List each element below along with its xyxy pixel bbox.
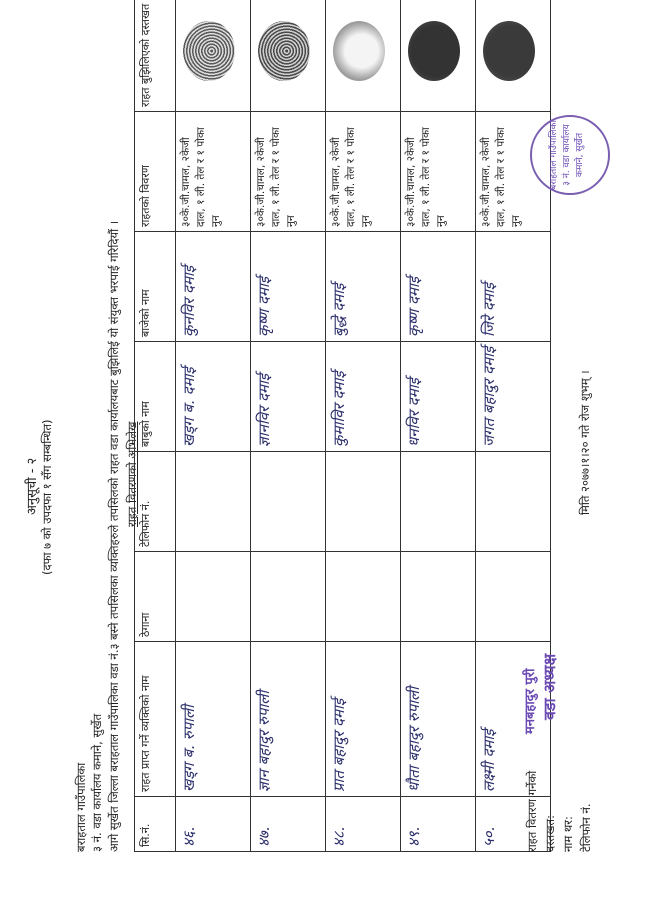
thumbprint [258, 22, 310, 82]
cell-sn: ४७. [251, 797, 326, 852]
cell-relief: ३०के.जी.चामल, २केजी दाल, १ ली. तेल र १ पोका नुन [326, 112, 401, 232]
cell-signature [251, 0, 326, 112]
col-header-name: राहत प्राप्त गर्ने व्यक्तिको नाम [135, 642, 176, 797]
col-header-relief: राहतको विवरण [135, 112, 176, 232]
relief-table [134, 0, 551, 852]
document-title: अनुसूची - २ [25, 457, 40, 515]
cell-address [476, 552, 551, 642]
cell-relief: ३०के.जी.चामल, २केजी दाल, १ ली. तेल र १ पोका नुन [251, 112, 326, 232]
cell-grandfather: कृष्ण दमाई [251, 232, 326, 342]
cell-father: जगत बहादुर दमाई [476, 342, 551, 452]
table-header-row [135, 0, 176, 852]
cell-name: लक्ष्मी दमाई [476, 642, 551, 797]
cell-phone [251, 452, 326, 552]
seal-text: बराहताल गाउँपालिका ३ नं. वडा कार्यालय कमाने, सुर्खेत [549, 120, 585, 190]
cell-relief: ३०के.जी.चामल, २केजी दाल, १ ली. तेल र १ पोका नुन [401, 112, 476, 232]
cell-sn: ५०. [476, 797, 551, 852]
signature-name-stamp: मनबहादुर पुरी [523, 668, 538, 734]
cell-relief: ३०के.जी.चामल, २केजी दाल, १ ली. तेल र १ पोका नुन [476, 112, 551, 232]
table-subtitle: राहत वितरणको अभिलेख [125, 421, 139, 527]
cell-sn: ४९. [401, 797, 476, 852]
cell-name: ज्ञान बहादुर रुपाली [251, 642, 326, 797]
cell-grandfather: कृष्ण दमाई [401, 232, 476, 342]
document-subtitle: (दफा ७ को उपदफा १ सँग सम्बन्धित) [40, 419, 54, 575]
cell-phone [401, 452, 476, 552]
col-header-sn: सि.नं. [135, 797, 176, 852]
thumbprint [333, 22, 385, 82]
footer-name-label: नाम थर: [561, 816, 575, 852]
signature-role-stamp: वडा अध्यक्ष [540, 653, 559, 720]
cell-signature [401, 0, 476, 112]
cell-signature [476, 0, 551, 112]
office-name: बराहताल गाउँपालिका [74, 762, 88, 852]
table-row [251, 0, 326, 852]
table-row [401, 0, 476, 852]
cell-name: धौता बहादुर रुपाली [401, 642, 476, 797]
office-address: ३ नं. वडा कार्यालय कमाने, सुर्खेत [90, 713, 104, 852]
cell-address [251, 552, 326, 642]
office-seal [530, 115, 610, 195]
office-statement: आगे सुर्खेत जिल्ला बराहताल गाउँपालिका वडा नं.३ बस्ने तपसिलका व्यक्तिहरुले तपसिलको राहत वडा कार्यालयबाट बुझिलिई यो संयुक्त भरपाई गरिदियौं । [107, 220, 121, 852]
thumbprint [483, 22, 535, 82]
cell-phone [176, 452, 251, 552]
cell-address [176, 552, 251, 642]
document-date: मिति २०७७।१।२० गते रोज शुभम् । [578, 370, 592, 515]
col-header-grandfather: बाजेको नाम [135, 232, 176, 342]
cell-signature [326, 0, 401, 112]
thumbprint [408, 22, 460, 82]
cell-phone [476, 452, 551, 552]
footer-signature-label: दस्तखत: [543, 815, 557, 852]
thumbprint [183, 22, 235, 82]
cell-father: कुमाविर दमाई [326, 342, 401, 452]
cell-address [401, 552, 476, 642]
cell-phone [326, 452, 401, 552]
cell-address [326, 552, 401, 642]
col-header-phone: टेलिफोन नं. [135, 452, 176, 552]
cell-father: ज्ञानविर दमाई [251, 342, 326, 452]
cell-grandfather: कुनविर दमाई [176, 232, 251, 342]
col-header-father: बाबुको नाम [135, 342, 176, 452]
table-row [176, 0, 251, 852]
table-row [326, 0, 401, 852]
footer-phone-label: टेलिफोन नं. [579, 803, 593, 852]
cell-relief: ३०के.जी.चामल, २केजी दाल, १ ली. तेल र १ पोका नुन [176, 112, 251, 232]
col-header-address: ठेगाना [135, 552, 176, 642]
footer-distributor-label: राहत वितरण गर्नेको [525, 770, 539, 852]
cell-name: प्रात बहादुर दमाई [326, 642, 401, 797]
cell-father: खड्ग ब. दमाई [176, 342, 251, 452]
cell-sn: ४६. [176, 797, 251, 852]
cell-father: धनविर दमाई [401, 342, 476, 452]
cell-grandfather: जिरे दमाई [476, 232, 551, 342]
cell-signature [176, 0, 251, 112]
cell-name: खड्ग ब. रुपाली [176, 642, 251, 797]
cell-sn: ४८. [326, 797, 401, 852]
col-header-signature: राहत बुझिलिएको दस्तखत [135, 0, 176, 112]
cell-grandfather: बुद्धे दमाई [326, 232, 401, 342]
